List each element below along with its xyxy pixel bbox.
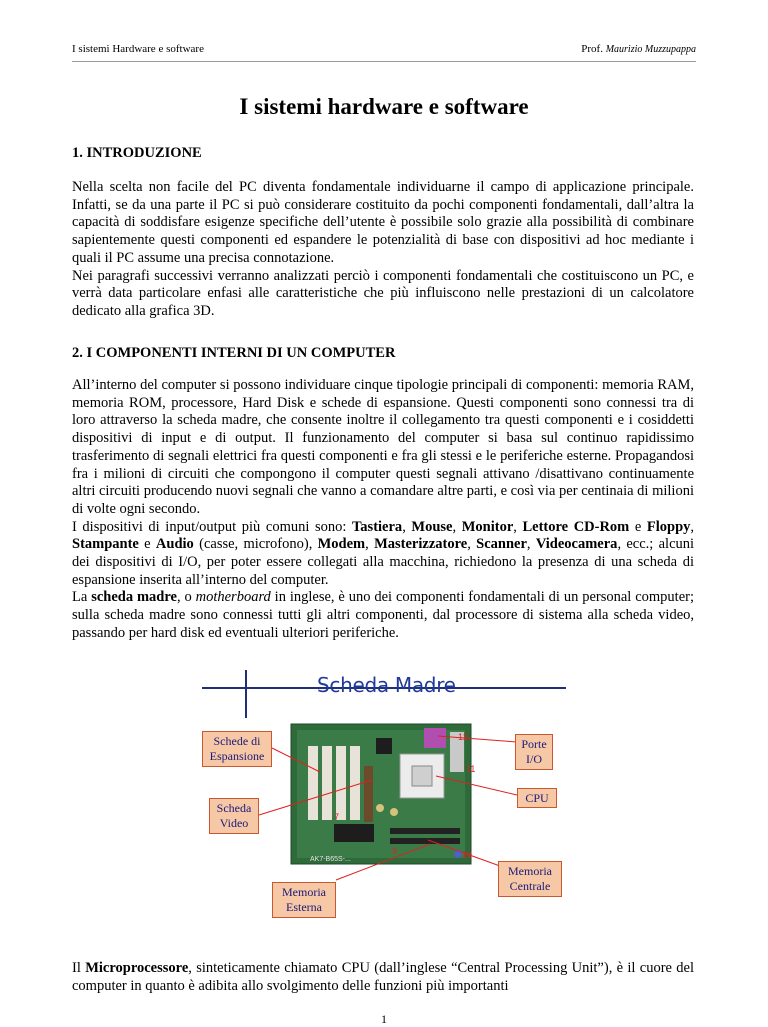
paragraph-text: Nei paragrafi successivi verranno analizzati perciò i componenti fondamentali che costituiscono un PC, e verrà data particolare enfasi alle caratteristiche che più influiscono nelle prestazioni di un calcolatore dedicato alla grafica 3D. bbox=[72, 267, 694, 319]
paragraph-text: Nella scelta non facile del PC diventa fondamentale individuarne il campo di applicazione principale. Infatti, se da una parte il PC si può considerare costituito da pochi componenti fondamentali, dall’altra la capacità di soddisfare esigenze specifiche dell’utente è possibile solo grazie alla possibilità di combinare sapientemente questi componenti ed espandere le potenzialità di base con dispositivi ad hoc mediante i quali il PC assume una precisa connotazione. bbox=[72, 179, 694, 266]
term-monitor: Monitor bbox=[461, 518, 514, 535]
term-mouse: Mouse bbox=[411, 518, 453, 535]
text-run: I dispositivi di input/output più comuni sono: bbox=[72, 518, 352, 535]
capacitor bbox=[390, 808, 398, 816]
chipset bbox=[334, 824, 374, 842]
term-modem: Modem bbox=[317, 536, 366, 553]
paragraph-intro-1 bbox=[72, 179, 694, 321]
header-author: Maurizio Muzzupappa bbox=[605, 44, 696, 55]
motherboard-diagram bbox=[200, 668, 570, 920]
io-port bbox=[424, 728, 446, 748]
term-motherboard: scheda madre bbox=[91, 589, 177, 606]
text-run: e bbox=[138, 536, 156, 553]
callout-io-ports: Porte I/O bbox=[515, 734, 553, 770]
text-run: e bbox=[629, 518, 647, 535]
text-run: (casse, microfono), bbox=[193, 536, 318, 553]
header-right bbox=[581, 43, 696, 55]
term-floppy: Floppy bbox=[646, 518, 691, 535]
text-run: in inglese, è uno dei componenti fondamentali di un personal computer; sulla scheda madre sono connessi tutti gli altri componenti, dal processore di sistema alla scheda video, passando per hard disk ed eventuali ulteriori periferiche. bbox=[72, 589, 694, 641]
term-keyboard: Tastiera bbox=[351, 518, 403, 535]
text-run: , bbox=[402, 518, 412, 535]
term-microprocessor: Microprocessore bbox=[85, 960, 189, 976]
board-caption: AK7-B65S-... bbox=[310, 856, 351, 863]
paragraph-text: All’interno del computer si possono individuare cinque tipologie principali di componenti: memoria RAM, memoria ROM, processore, Hard Disk e schede di espansione. Questi componenti sono connessi tra di loro attraverso la scheda madre, che consente inoltre il collegamento tra questi componenti e i cosiddetti dispositivi di input e di output. Il funzionamento del computer si basa sul continuo rapidissimo trasferimento di segnali elettrici fra questi componenti e fra gli stessi e le periferiche esterne. Propagandosi fra i milioni di circuiti che compongono il computer questi segnali attivano /disattivano continuamente altri circuiti producendo nuovi segnali che vanno a comandare altre parti, e così via per centinaia di milioni di volte ogni secondo. bbox=[72, 377, 694, 517]
chipset bbox=[376, 738, 392, 754]
callout-external-memory: Memoria Esterna bbox=[272, 882, 336, 918]
pci-slot bbox=[322, 746, 332, 820]
ram-slot bbox=[390, 828, 460, 834]
term-burner: Masterizzatore bbox=[374, 536, 468, 553]
term-audio: Audio bbox=[155, 536, 194, 553]
board-number: 7 bbox=[334, 812, 340, 822]
board-number: 9 bbox=[392, 846, 398, 856]
page-title: I sistemi hardware e software bbox=[239, 94, 529, 119]
motherboard-image bbox=[291, 724, 471, 864]
agp-slot bbox=[364, 766, 373, 822]
board-number: 12 bbox=[458, 732, 469, 742]
pci-slot bbox=[336, 746, 346, 820]
board-number: 11 bbox=[466, 764, 476, 774]
text-run: La bbox=[72, 589, 92, 606]
section-heading-components: 2. I COMPONENTI INTERNI DI UN COMPUTER bbox=[72, 345, 396, 361]
text-run: , bbox=[467, 536, 477, 553]
callout-main-memory: Memoria Centrale bbox=[498, 861, 562, 897]
pci-slot bbox=[308, 746, 318, 820]
diagram-title: Scheda Madre bbox=[317, 673, 456, 697]
text-run: , sinteticamente chiamato CPU (dall’inglese “Central Processing Unit”), è il cuore del computer in quanto è adibita allo svolgimento delle funzioni più importanti bbox=[72, 960, 694, 994]
text-run: , bbox=[526, 536, 536, 553]
text-run: , ecc.; alcuni dei dispositivi di I/O, per poter essere collegati alla macchina, richiedono la presenza di una scheda di espansione inserita all’interno del computer. bbox=[72, 536, 695, 588]
ram-slot bbox=[390, 838, 460, 844]
callout-expansion-cards: Schede di Espansione bbox=[202, 731, 272, 767]
paragraph-microprocessor bbox=[72, 960, 694, 995]
callout-cpu: CPU bbox=[517, 788, 557, 808]
term-scanner: Scanner bbox=[476, 536, 527, 553]
text-run: Il bbox=[72, 960, 86, 976]
term-printer: Stampante bbox=[72, 536, 139, 553]
paragraph-components bbox=[72, 377, 694, 643]
header-rule bbox=[72, 61, 696, 62]
page-number: 1 bbox=[381, 1012, 387, 1026]
term-videocamera: Videocamera bbox=[535, 536, 618, 553]
board-number: 10 bbox=[462, 850, 473, 860]
term-motherboard-en: motherboard bbox=[195, 589, 271, 606]
header-left: I sistemi Hardware e software bbox=[72, 43, 204, 55]
text-run: , bbox=[365, 536, 375, 553]
text-run: , bbox=[513, 518, 523, 535]
term-cdrom: Lettore CD-Rom bbox=[522, 518, 630, 535]
header-prefix: Prof. bbox=[581, 43, 603, 55]
capacitor bbox=[376, 804, 384, 812]
text-run: , bbox=[690, 518, 695, 535]
section-heading-intro: 1. INTRODUZIONE bbox=[72, 145, 202, 161]
cpu-chip bbox=[412, 766, 432, 786]
text-run: , o bbox=[176, 589, 196, 606]
callout-video-card: Scheda Video bbox=[209, 798, 259, 834]
pci-slot bbox=[350, 746, 360, 820]
text-run: , bbox=[452, 518, 462, 535]
